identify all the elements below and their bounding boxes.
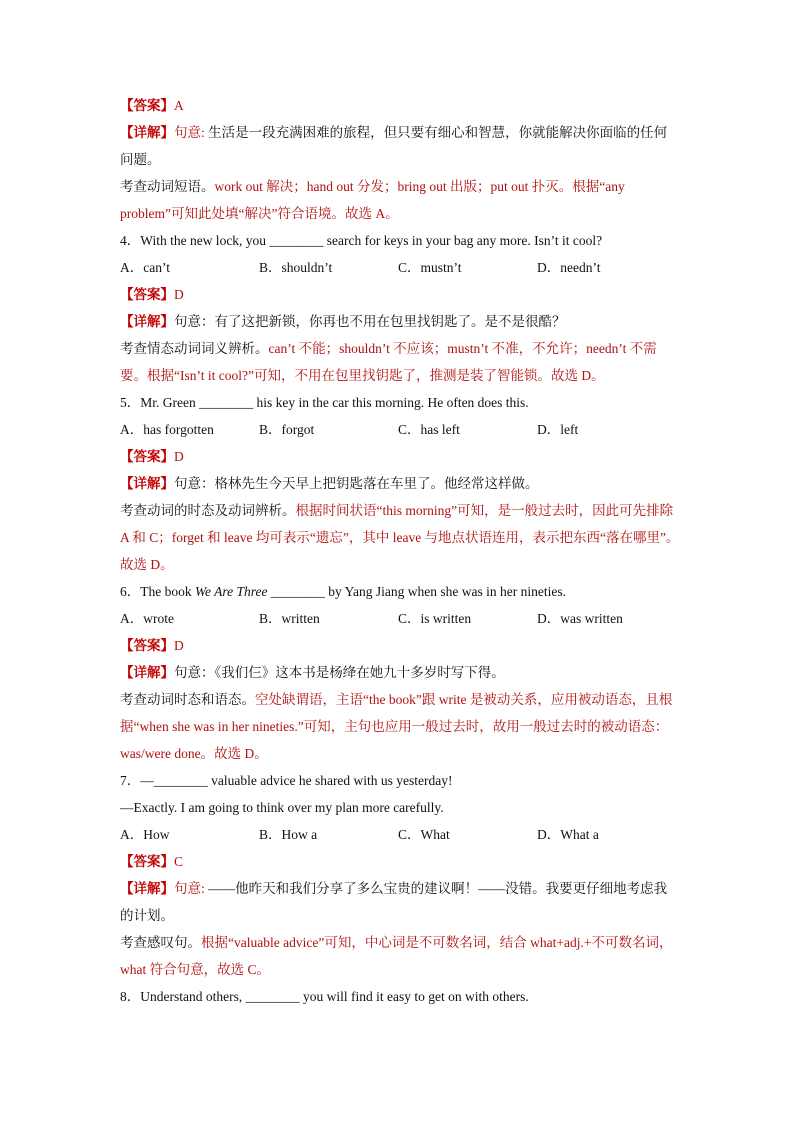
analysis-q5 bbox=[120, 497, 680, 578]
analysis-lead: 考查情态动词词义辨析。 bbox=[120, 341, 269, 356]
question-7-reply bbox=[120, 794, 680, 821]
analysis-q7 bbox=[120, 929, 680, 983]
question-text: The book bbox=[140, 584, 195, 599]
analysis-lead: 考查动词短语。 bbox=[120, 179, 215, 194]
option-a: A．wrote bbox=[120, 611, 174, 626]
detail-tag: 【详解】 bbox=[120, 665, 174, 680]
book-title: We Are Three bbox=[195, 584, 268, 599]
answer-tag: 【答案】 bbox=[120, 98, 174, 113]
meaning-text: 格林先生今天早上把钥匙落在车里了。他经常这样做。 bbox=[214, 476, 539, 491]
meaning-label: 句意： bbox=[174, 665, 215, 680]
question-4-options bbox=[120, 254, 680, 281]
question-text: ________ by Yang Jiang when she was in her nineties. bbox=[267, 584, 566, 599]
option-c: C．What bbox=[398, 827, 450, 842]
question-6-options bbox=[120, 605, 680, 632]
detail-line-q6 bbox=[120, 659, 680, 686]
analysis-q6 bbox=[120, 686, 680, 767]
question-number: 7． bbox=[120, 773, 141, 788]
question-5-stem bbox=[120, 389, 680, 416]
analysis-q4 bbox=[120, 335, 680, 389]
detail-tag: 【详解】 bbox=[120, 314, 174, 329]
answer-tag: 【答案】 bbox=[120, 638, 174, 653]
answer-value: D bbox=[174, 638, 184, 653]
analysis-q3 bbox=[120, 173, 680, 227]
question-7-options bbox=[120, 821, 680, 848]
question-number: 5． bbox=[120, 395, 141, 410]
detail-line-q4 bbox=[120, 308, 680, 335]
detail-line-q7 bbox=[120, 875, 680, 929]
analysis-body: 空处缺谓语，主语“the book”跟 write 是被动关系，应用被动语态，且根据“when she was in her nineties.”可知，主句也应用一般过去时，故用一般过去时的被动语态：was/were done。故选 D。 bbox=[120, 692, 673, 761]
question-text: Mr. Green ________ his key in the car this morning. He often does this. bbox=[140, 395, 529, 410]
analysis-body: 根据时间状语“this morning”可知，是一般过去时，因此可先排除 A 和 C；forget 和 leave 均可表示“遗忘”，其中 leave 与地点状语连用，表示把东西“落在哪里”。故选 D。 bbox=[120, 503, 680, 572]
option-a: A．How bbox=[120, 827, 170, 842]
question-5-options bbox=[120, 416, 680, 443]
meaning-text: 生活是一段充满困难的旅程，但只要有细心和智慧，你就能解决你面临的任何问题。 bbox=[120, 125, 668, 167]
question-7-stem bbox=[120, 767, 680, 794]
option-c: C．mustn’t bbox=[398, 260, 462, 275]
option-a: A．has forgotten bbox=[120, 422, 214, 437]
option-b: B．written bbox=[259, 611, 320, 626]
option-b: B．How a bbox=[259, 827, 318, 842]
analysis-lead: 考查感叹句。 bbox=[120, 935, 201, 950]
option-b: B．forgot bbox=[259, 422, 315, 437]
question-6-stem bbox=[120, 578, 680, 605]
question-number: 6． bbox=[120, 584, 141, 599]
worksheet-page bbox=[120, 92, 680, 1010]
analysis-lead: 考查动词时态和语态。 bbox=[120, 692, 255, 707]
question-text: Understand others, ________ you will find it easy to get on with others. bbox=[140, 989, 529, 1004]
detail-tag: 【详解】 bbox=[120, 476, 174, 491]
meaning-text: ——他昨天和我们分享了多么宝贵的建议啊！——没错。我要更仔细地考虑我的计划。 bbox=[120, 881, 668, 923]
answer-tag: 【答案】 bbox=[120, 854, 174, 869]
question-text: With the new lock, you ________ search for keys in your bag any more. Isn’t it cool? bbox=[140, 233, 603, 248]
option-a: A．can’t bbox=[120, 260, 170, 275]
option-c: C．is written bbox=[398, 611, 472, 626]
option-b: B．shouldn’t bbox=[259, 260, 333, 275]
detail-line-q5 bbox=[120, 470, 680, 497]
answer-value: D bbox=[174, 287, 184, 302]
answer-value: A bbox=[174, 98, 184, 113]
analysis-body: work out 解决；hand out 分发；bring out 出版；put out 扑灭。根据“any problem”可知此处填“解决”符合语境。故选 A。 bbox=[120, 179, 625, 221]
analysis-body: can’t 不能；shouldn’t 不应该；mustn’t 不准，不允许；needn’t 不需要。根据“Isn’t it cool?”可知，不用在包里找钥匙了，推测是装了智能锁。故选 D。 bbox=[120, 341, 657, 383]
answer-value: D bbox=[174, 449, 184, 464]
question-number: 4． bbox=[120, 233, 141, 248]
meaning-label: 句意: bbox=[174, 881, 205, 896]
option-d: D．left bbox=[537, 422, 579, 437]
question-text: —________ valuable advice he shared with us yesterday! bbox=[140, 773, 453, 788]
answer-line-q3 bbox=[120, 92, 680, 119]
answer-line-q4 bbox=[120, 281, 680, 308]
option-d: D．What a bbox=[537, 827, 599, 842]
detail-tag: 【详解】 bbox=[120, 125, 174, 140]
meaning-text: 《我们仨》这本书是杨绛在她九十多岁时写下得。 bbox=[214, 665, 505, 680]
option-d: D．was written bbox=[537, 611, 623, 626]
meaning-text: 有了这把新锁，你再也不用在包里找钥匙了。是不是很酷？ bbox=[214, 314, 566, 329]
answer-line-q6 bbox=[120, 632, 680, 659]
answer-tag: 【答案】 bbox=[120, 287, 174, 302]
answer-tag: 【答案】 bbox=[120, 449, 174, 464]
meaning-label: 句意: bbox=[174, 125, 205, 140]
meaning-label: 句意： bbox=[174, 314, 215, 329]
answer-line-q5 bbox=[120, 443, 680, 470]
answer-value: C bbox=[174, 854, 184, 869]
meaning-label: 句意： bbox=[174, 476, 215, 491]
question-4-stem bbox=[120, 227, 680, 254]
analysis-lead: 考查动词的时态及动词辨析。 bbox=[120, 503, 296, 518]
question-text: —Exactly. I am going to think over my plan more carefully. bbox=[120, 800, 444, 815]
analysis-body: 根据“valuable advice”可知，中心词是不可数名词，结合 what+adj.+不可数名词，what 符合句意，故选 C。 bbox=[120, 935, 673, 977]
option-d: D．needn’t bbox=[537, 260, 601, 275]
detail-line-q3 bbox=[120, 119, 680, 173]
question-number: 8． bbox=[120, 989, 141, 1004]
answer-line-q7 bbox=[120, 848, 680, 875]
question-8-stem bbox=[120, 983, 680, 1010]
detail-tag: 【详解】 bbox=[120, 881, 174, 896]
option-c: C．has left bbox=[398, 422, 460, 437]
